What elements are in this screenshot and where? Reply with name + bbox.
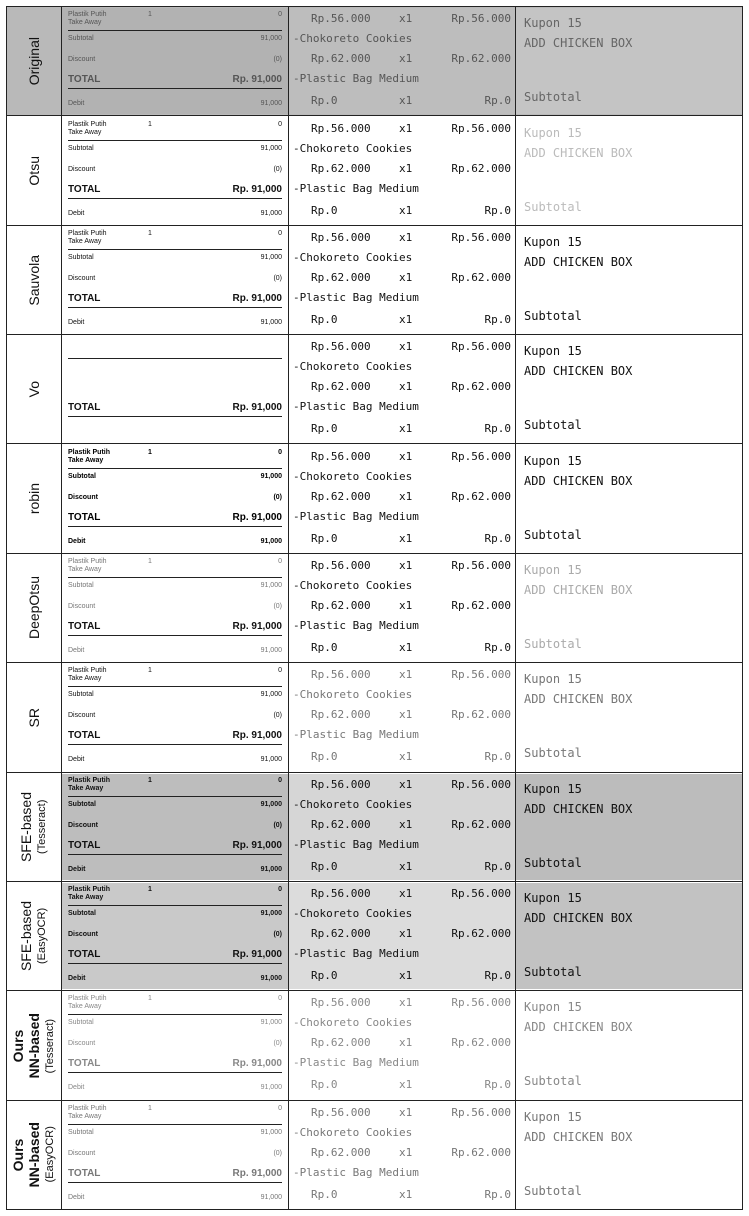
debit-line: Debit 91,000 — [68, 975, 282, 983]
receipt-summary-panel — [62, 992, 288, 1098]
divider — [68, 635, 282, 636]
items-panel: Rp.56.000 x1 Rp.56.000 -Chokoreto Cookies Rp.62.000 x1 Rp.62.000 -Plastic Bag Medium Rp.0 x1 Rp.0 — [293, 449, 511, 545]
coupon-panel — [516, 336, 742, 442]
items-panel: Rp.56.000 x1 Rp.56.000 -Chokoreto Cookies Rp.62.000 x1 Rp.62.000 -Plastic Bag Medium Rp.0 x1 Rp.0 — [289, 883, 515, 989]
receipt-summary-cell — [62, 1100, 289, 1209]
method-row — [7, 991, 743, 1100]
coupon-item-line: ADD CHICKEN BOX — [524, 911, 633, 926]
method-name: Original — [26, 37, 42, 86]
coupon-panel — [516, 883, 742, 989]
method-label — [26, 156, 42, 186]
divider — [68, 1124, 282, 1125]
method-label — [26, 37, 42, 85]
items-panel: Rp.56.000 x1 Rp.56.000 -Chokoreto Cookies Rp.62.000 x1 Rp.62.000 -Plastic Bag Medium Rp.0 x1 Rp.0 — [293, 668, 511, 764]
coupon-item-line: ADD CHICKEN BOX — [524, 1020, 633, 1035]
debit-line — [68, 428, 282, 436]
method-label-cell — [7, 116, 62, 225]
coupon-line: Kupon 15 — [524, 781, 582, 796]
method-label-cell — [7, 7, 62, 116]
coupon-subtotal-line: Subtotal — [524, 90, 582, 105]
discount-line: Discount (0) — [68, 1040, 282, 1048]
plastik-line: Plastik Putih 1 0 — [68, 557, 282, 565]
method-label-cell — [7, 225, 62, 334]
coupon-panel — [516, 992, 742, 1098]
method-ocr: (Tesseract) — [36, 799, 48, 854]
method-label-cell — [7, 1100, 62, 1209]
method-name: Sauvola — [26, 254, 42, 306]
subtotal-line: Subtotal 91,000 — [68, 1128, 282, 1136]
coupon-cell — [516, 116, 743, 225]
method-name: Ours NN-based — [10, 1012, 42, 1079]
method-name: SFE-based — [18, 901, 34, 972]
plastik-line — [68, 339, 282, 347]
method-name: DeepOtsu — [26, 576, 42, 640]
debit-line: Debit 91,000 — [68, 865, 282, 873]
takeaway-line: Take Away — [68, 784, 104, 792]
receipt-summary-panel — [62, 446, 288, 552]
method-ocr: (EasyOCR) — [36, 907, 48, 965]
discount-line: Discount (0) — [68, 821, 282, 829]
coupon-panel — [516, 774, 742, 880]
divider — [68, 358, 282, 359]
plastik-line: Plastik Putih 1 0 — [68, 886, 282, 894]
coupon-subtotal-line: Subtotal — [524, 1183, 582, 1198]
divider — [68, 854, 282, 855]
divider — [68, 963, 282, 964]
discount-line: Discount (0) — [68, 165, 282, 173]
subtotal-line: Subtotal 91,000 — [68, 581, 282, 589]
items-panel: Rp.56.000 x1 Rp.56.000 -Chokoreto Cookies Rp.62.000 x1 Rp.62.000 -Plastic Bag Medium Rp.0 x1 Rp.0 — [293, 558, 511, 654]
method-row — [7, 1100, 743, 1209]
method-label — [18, 901, 50, 971]
coupon-item-line: ADD CHICKEN BOX — [524, 364, 633, 379]
divider — [68, 526, 282, 527]
method-name: SR — [26, 707, 42, 728]
divider — [68, 1014, 282, 1015]
method-label-cell — [7, 444, 62, 553]
subtotal-line: Subtotal 91,000 — [68, 253, 282, 261]
discount-line: Discount (0) — [68, 602, 282, 610]
coupon-subtotal-line: Subtotal — [524, 965, 582, 980]
debit-line: Debit 91,000 — [68, 318, 282, 326]
receipt-summary-cell — [62, 335, 289, 444]
divider — [68, 577, 282, 578]
total-line: TOTAL Rp. 91,000 — [68, 511, 282, 523]
coupon-panel — [516, 555, 742, 661]
method-row — [7, 881, 743, 990]
comparison-grid — [6, 6, 743, 1210]
items-cell — [289, 335, 516, 444]
coupon-panel — [516, 446, 742, 552]
divider — [68, 416, 282, 417]
receipt-summary-cell — [62, 225, 289, 334]
total-line: TOTAL Rp. 91,000 — [68, 1167, 282, 1179]
coupon-subtotal-line: Subtotal — [524, 855, 582, 870]
items-panel: Rp.56.000 x1 Rp.56.000 -Chokoreto Cookies Rp.62.000 x1 Rp.62.000 -Plastic Bag Medium Rp.0 x1 Rp.0 — [293, 996, 511, 1092]
takeaway-line: Take Away — [68, 1003, 102, 1011]
total-line: TOTAL Rp. 91,000 — [68, 74, 282, 86]
coupon-subtotal-line: Subtotal — [524, 308, 582, 323]
total-line: TOTAL Rp. 91,000 — [68, 620, 282, 632]
method-label-cell — [7, 772, 62, 881]
coupon-panel — [516, 227, 742, 333]
receipt-summary-panel — [62, 118, 288, 224]
items-cell — [289, 991, 516, 1100]
coupon-cell — [516, 991, 743, 1100]
total-line: TOTAL Rp. 91,000 — [68, 292, 282, 304]
method-row — [7, 7, 743, 116]
subtotal-line — [68, 363, 282, 371]
subtotal-line: Subtotal 91,000 — [68, 144, 282, 152]
coupon-cell — [516, 335, 743, 444]
method-row — [7, 116, 743, 225]
method-name: Ours NN-based — [10, 1122, 42, 1188]
coupon-item-line: ADD CHICKEN BOX — [524, 1129, 633, 1144]
items-cell — [289, 553, 516, 662]
takeaway-line: Take Away — [68, 675, 102, 683]
divider — [68, 686, 282, 687]
coupon-subtotal-line: Subtotal — [524, 1074, 582, 1089]
discount-line: Discount (0) — [68, 274, 282, 282]
subtotal-line: Subtotal 91,000 — [68, 800, 282, 808]
items-panel: Rp.56.000 x1 Rp.56.000 -Chokoreto Cookies Rp.62.000 x1 Rp.62.000 -Plastic Bag Medium Rp.0 x1 Rp.0 — [293, 121, 511, 217]
receipt-summary-cell — [62, 7, 289, 116]
subtotal-line: Subtotal 91,000 — [68, 1019, 282, 1027]
plastik-line: Plastik Putih 1 0 — [68, 1104, 282, 1112]
coupon-subtotal-line: Subtotal — [524, 418, 582, 433]
total-line: TOTAL Rp. 91,000 — [68, 730, 282, 742]
receipt-summary-cell — [62, 444, 289, 553]
coupon-subtotal-line: Subtotal — [524, 199, 582, 214]
method-label — [10, 1013, 58, 1078]
coupon-line: Kupon 15 — [524, 16, 582, 31]
takeaway-line: Take Away — [68, 19, 102, 27]
debit-line: Debit 91,000 — [68, 1193, 282, 1201]
divider — [68, 30, 282, 31]
coupon-item-line: ADD CHICKEN BOX — [524, 801, 633, 816]
divider — [68, 1072, 282, 1073]
coupon-panel — [516, 118, 742, 224]
takeaway-line: Take Away — [68, 565, 102, 573]
plastik-line: Plastik Putih 1 0 — [68, 448, 282, 456]
receipt-summary-cell — [62, 772, 289, 881]
discount-line: Discount (0) — [68, 931, 282, 939]
divider — [68, 1182, 282, 1183]
items-cell — [289, 663, 516, 772]
receipt-summary-cell — [62, 663, 289, 772]
receipt-summary-cell — [62, 881, 289, 990]
items-panel: Rp.56.000 x1 Rp.56.000 -Chokoreto Cookies Rp.62.000 x1 Rp.62.000 -Plastic Bag Medium Rp.0 x1 Rp.0 — [289, 8, 515, 114]
plastik-line: Plastik Putih 1 0 — [68, 776, 282, 784]
items-panel: Rp.56.000 x1 Rp.56.000 -Chokoreto Cookies Rp.62.000 x1 Rp.62.000 -Plastic Bag Medium Rp.0 x1 Rp.0 — [293, 340, 511, 436]
total-line: TOTAL Rp. 91,000 — [68, 949, 282, 961]
coupon-cell — [516, 225, 743, 334]
divider — [68, 468, 282, 469]
items-cell — [289, 444, 516, 553]
method-label — [18, 792, 50, 862]
coupon-line: Kupon 15 — [524, 1000, 582, 1015]
coupon-item-line: ADD CHICKEN BOX — [524, 36, 633, 51]
coupon-cell — [516, 7, 743, 116]
takeaway-line — [68, 347, 282, 355]
method-row — [7, 444, 743, 553]
method-label — [26, 708, 42, 727]
method-ocr: (EasyOCR) — [44, 1126, 56, 1183]
items-panel: Rp.56.000 x1 Rp.56.000 -Chokoreto Cookies Rp.62.000 x1 Rp.62.000 -Plastic Bag Medium Rp.0 x1 Rp.0 — [293, 230, 511, 326]
coupon-line: Kupon 15 — [524, 234, 582, 249]
discount-line: Discount (0) — [68, 493, 282, 501]
divider — [68, 249, 282, 250]
items-cell — [289, 881, 516, 990]
coupon-line: Kupon 15 — [524, 672, 582, 687]
method-label — [26, 483, 42, 514]
takeaway-line: Take Away — [68, 894, 104, 902]
discount-line: Discount (0) — [68, 56, 282, 64]
method-label — [26, 381, 42, 397]
method-name: Vo — [26, 381, 42, 398]
receipt-summary-cell — [62, 991, 289, 1100]
items-cell — [289, 7, 516, 116]
total-line: TOTAL Rp. 91,000 — [68, 1058, 282, 1070]
method-label-cell — [7, 881, 62, 990]
plastik-line: Plastik Putih 1 0 — [68, 120, 282, 128]
coupon-item-line: ADD CHICKEN BOX — [524, 254, 633, 269]
receipt-summary-cell — [62, 553, 289, 662]
receipt-summary-panel — [62, 883, 288, 989]
items-cell — [289, 1100, 516, 1209]
coupon-subtotal-line: Subtotal — [524, 527, 582, 542]
divider — [68, 744, 282, 745]
debit-line: Debit 91,000 — [68, 537, 282, 545]
method-label — [10, 1122, 58, 1187]
items-cell — [289, 225, 516, 334]
method-label — [26, 576, 42, 639]
debit-line: Debit 91,000 — [68, 646, 282, 654]
receipt-summary-panel — [62, 336, 288, 442]
method-label — [26, 255, 42, 306]
method-ocr: (Tesseract) — [44, 1018, 56, 1073]
receipt-summary-panel — [62, 774, 288, 880]
coupon-cell — [516, 553, 743, 662]
items-cell — [289, 772, 516, 881]
method-row — [7, 225, 743, 334]
items-cell — [289, 116, 516, 225]
method-row — [7, 663, 743, 772]
debit-line: Debit 91,000 — [68, 100, 282, 108]
method-label-cell — [7, 663, 62, 772]
divider — [68, 307, 282, 308]
receipt-summary-cell — [62, 116, 289, 225]
subtotal-line: Subtotal 91,000 — [68, 35, 282, 43]
plastik-line: Plastik Putih 1 0 — [68, 995, 282, 1003]
divider — [68, 796, 282, 797]
plastik-line: Plastik Putih 1 0 — [68, 667, 282, 675]
method-row — [7, 335, 743, 444]
divider — [68, 88, 282, 89]
coupon-cell — [516, 1100, 743, 1209]
coupon-item-line: ADD CHICKEN BOX — [524, 473, 633, 488]
coupon-panel — [516, 1102, 742, 1208]
takeaway-line: Take Away — [68, 128, 102, 136]
coupon-cell — [516, 881, 743, 990]
method-row — [7, 772, 743, 881]
coupon-item-line: ADD CHICKEN BOX — [524, 692, 633, 707]
divider — [68, 905, 282, 906]
receipt-summary-panel — [62, 227, 288, 333]
total-line: TOTAL Rp. 91,000 — [68, 839, 282, 851]
debit-line: Debit 91,000 — [68, 756, 282, 764]
subtotal-line: Subtotal 91,000 — [68, 910, 282, 918]
receipt-summary-panel — [62, 8, 288, 114]
receipt-summary-panel — [62, 1102, 288, 1208]
coupon-line: Kupon 15 — [524, 891, 582, 906]
coupon-item-line: ADD CHICKEN BOX — [524, 582, 633, 597]
coupon-line: Kupon 15 — [524, 344, 582, 359]
items-panel: Rp.56.000 x1 Rp.56.000 -Chokoreto Cookies Rp.62.000 x1 Rp.62.000 -Plastic Bag Medium Rp.0 x1 Rp.0 — [293, 1105, 511, 1201]
discount-line: Discount (0) — [68, 712, 282, 720]
debit-line: Debit 91,000 — [68, 209, 282, 217]
coupon-line: Kupon 15 — [524, 453, 582, 468]
takeaway-line: Take Away — [68, 456, 104, 464]
takeaway-line: Take Away — [68, 1112, 102, 1120]
subtotal-line: Subtotal 91,000 — [68, 472, 282, 480]
coupon-subtotal-line: Subtotal — [524, 746, 582, 761]
receipt-summary-panel — [62, 555, 288, 661]
coupon-line: Kupon 15 — [524, 125, 582, 140]
coupon-cell — [516, 444, 743, 553]
debit-line: Debit 91,000 — [68, 1084, 282, 1092]
coupon-cell — [516, 663, 743, 772]
coupon-panel — [516, 664, 742, 770]
discount-line: Discount (0) — [68, 1149, 282, 1157]
method-name: SFE-based — [18, 791, 34, 862]
total-line: TOTAL Rp. 91,000 — [68, 402, 282, 414]
method-name: Otsu — [26, 155, 42, 186]
divider — [68, 198, 282, 199]
method-name: robin — [26, 483, 42, 515]
method-label-cell — [7, 991, 62, 1100]
plastik-line: Plastik Putih 1 0 — [68, 11, 282, 19]
method-row — [7, 553, 743, 662]
coupon-item-line: ADD CHICKEN BOX — [524, 145, 633, 160]
divider — [68, 140, 282, 141]
takeaway-line: Take Away — [68, 237, 102, 245]
coupon-line: Kupon 15 — [524, 1109, 582, 1124]
coupon-subtotal-line: Subtotal — [524, 636, 582, 651]
coupon-cell — [516, 772, 743, 881]
coupon-panel — [516, 8, 742, 114]
coupon-line: Kupon 15 — [524, 562, 582, 577]
discount-line — [68, 384, 282, 392]
receipt-summary-panel — [62, 664, 288, 770]
method-label-cell — [7, 553, 62, 662]
plastik-line: Plastik Putih 1 0 — [68, 229, 282, 237]
subtotal-line: Subtotal 91,000 — [68, 691, 282, 699]
total-line: TOTAL Rp. 91,000 — [68, 183, 282, 195]
items-panel: Rp.56.000 x1 Rp.56.000 -Chokoreto Cookies Rp.62.000 x1 Rp.62.000 -Plastic Bag Medium Rp.0 x1 Rp.0 — [289, 774, 515, 880]
method-label-cell — [7, 335, 62, 444]
